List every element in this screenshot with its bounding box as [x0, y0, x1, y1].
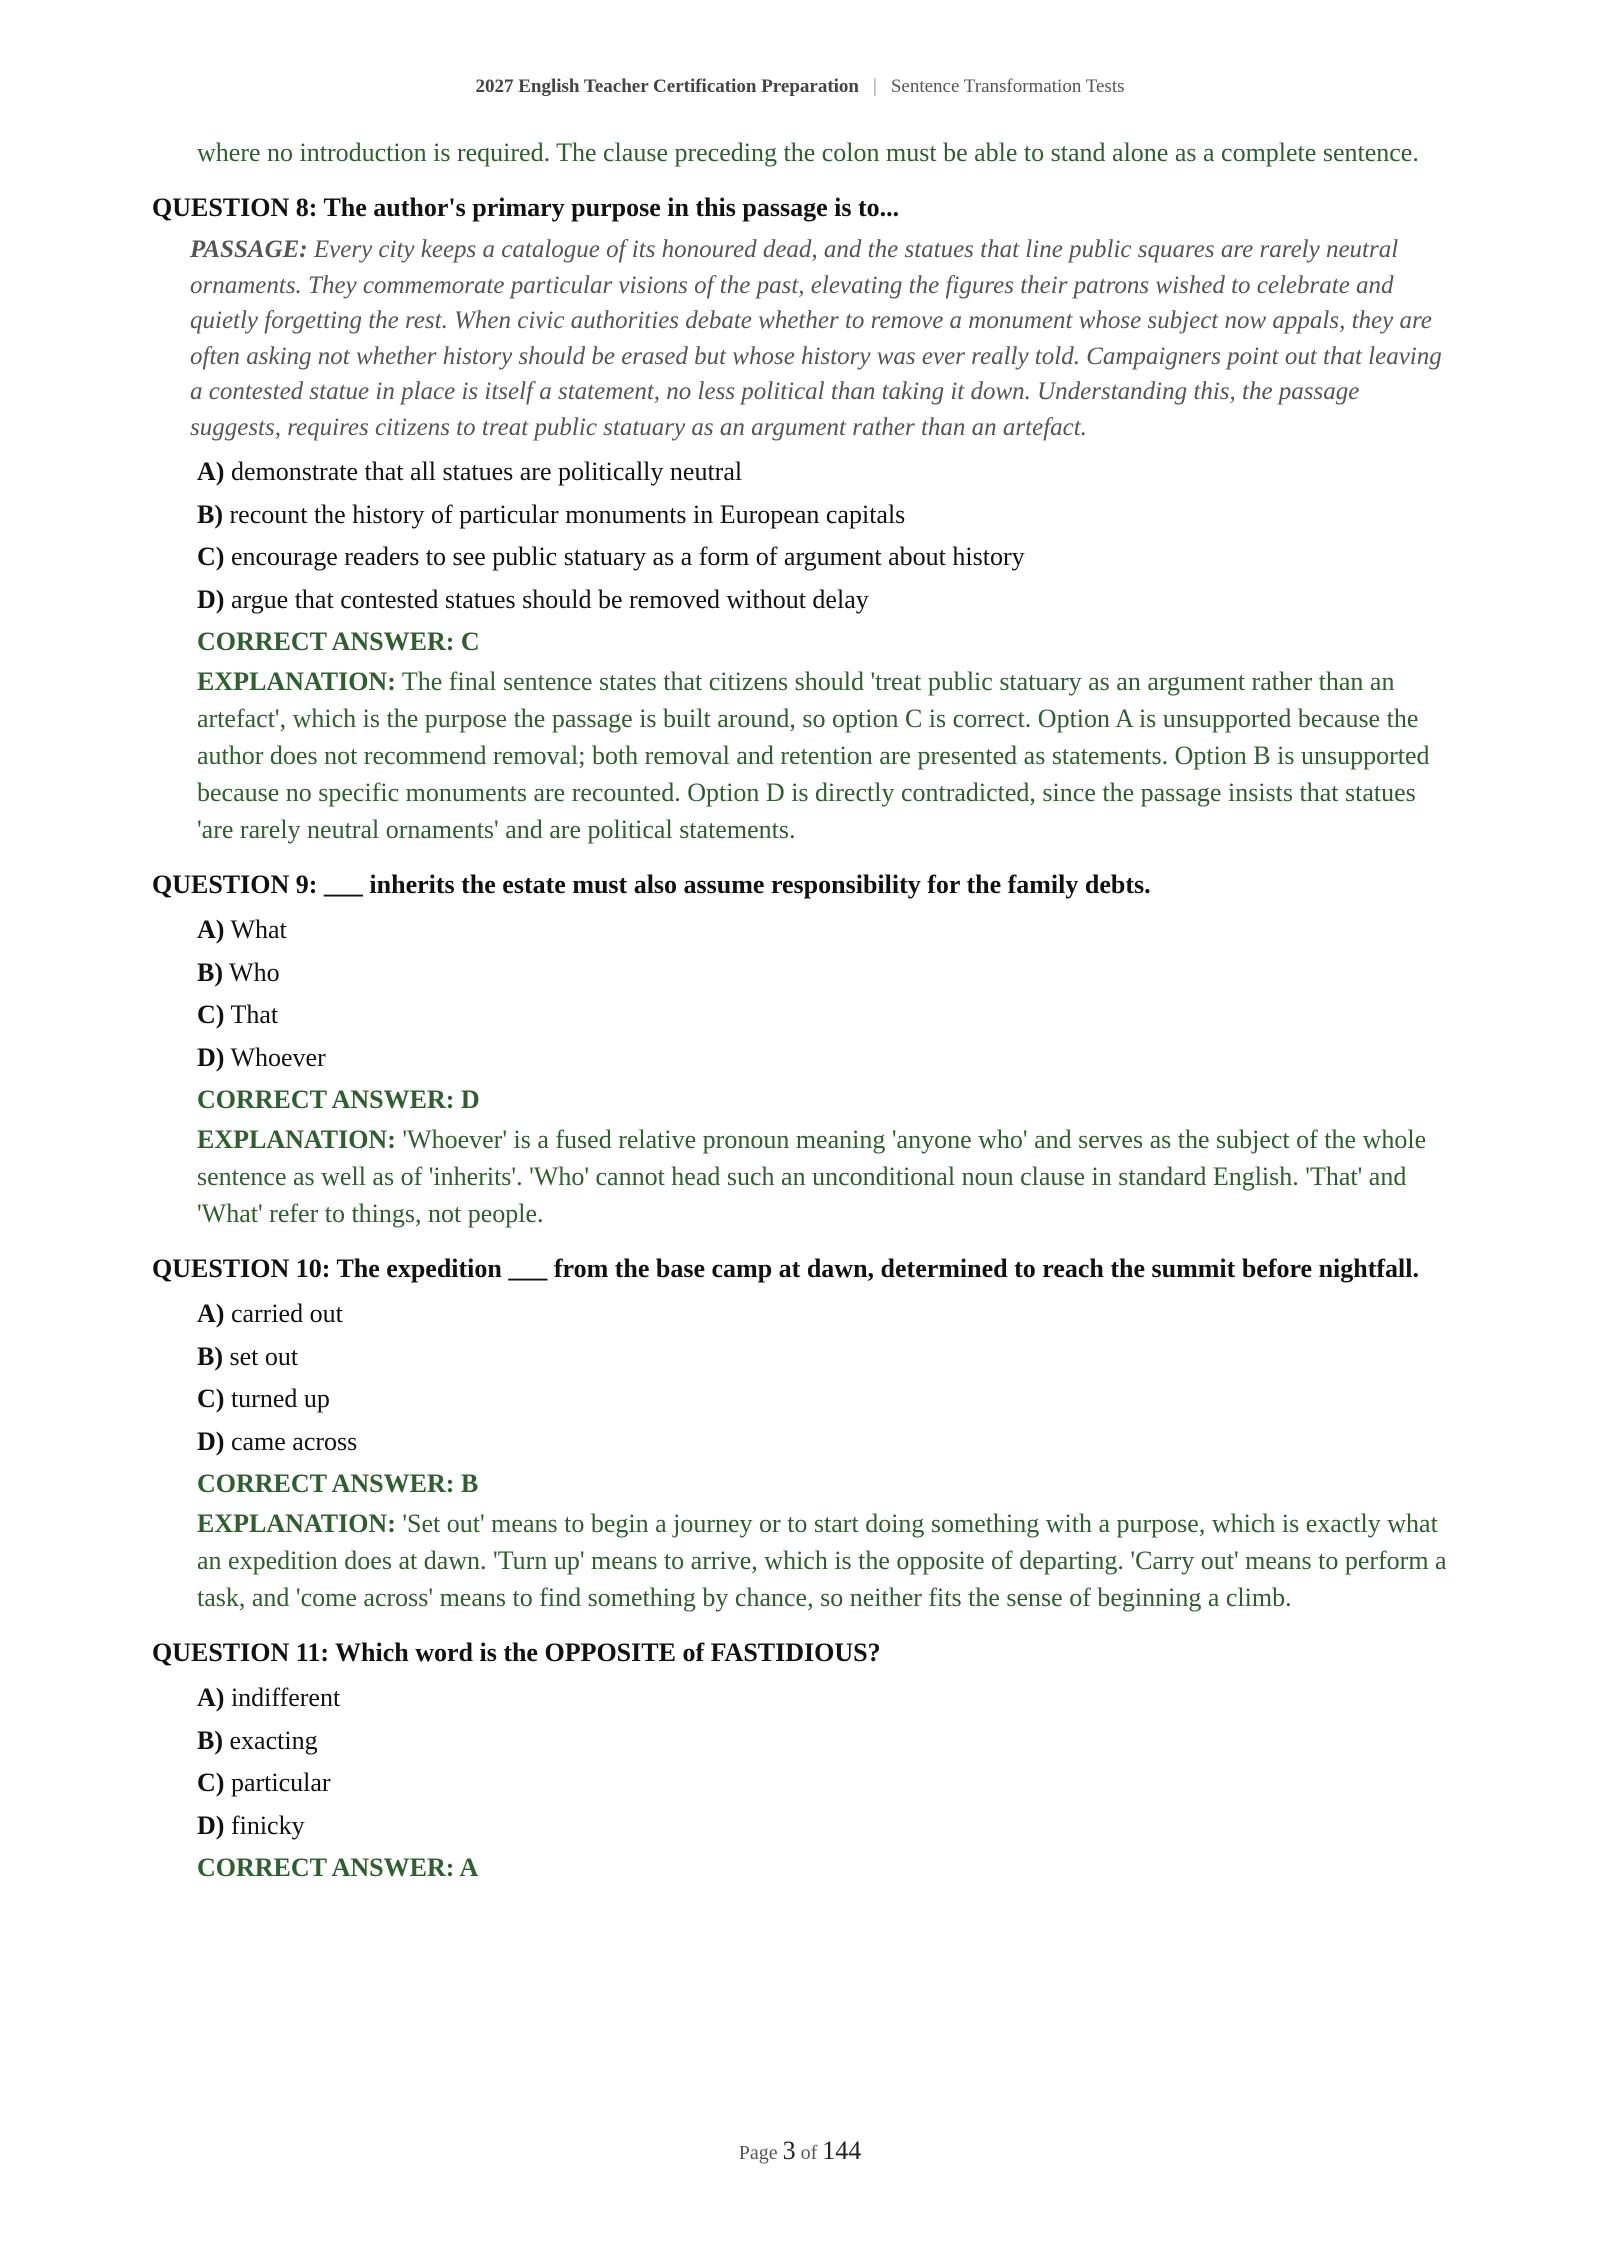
explanation-label: EXPLANATION: [197, 1125, 396, 1154]
option-text: That [224, 1000, 279, 1029]
option-a [197, 1293, 1448, 1336]
option-b [197, 952, 1448, 995]
option-letter: C) [197, 1000, 225, 1029]
option-letter: B) [197, 1725, 223, 1755]
page-label: Page [738, 2142, 783, 2164]
option-c [197, 1762, 1448, 1805]
explanation [197, 1121, 1448, 1232]
option-c [197, 536, 1448, 579]
option-letter: C) [197, 1768, 225, 1797]
option-text: finicky [224, 1810, 305, 1840]
option-d [197, 1421, 1448, 1464]
total-pages-number: 144 [822, 2136, 862, 2165]
question-title: QUESTION 11: Which word is the OPPOSITE of FASTIDIOUS? [152, 1638, 881, 1667]
option-letter: A) [197, 915, 225, 944]
question-11 [152, 1634, 1448, 1889]
option-text: set out [223, 1341, 299, 1371]
correct-answer: CORRECT ANSWER: A [197, 1853, 479, 1882]
question-9 [152, 866, 1448, 1232]
passage-text: Every city keeps a catalogue of its honoured dead, and the statues that line public squares are rarely neutral ornaments. They commemorate particular visions of the past, elevating the figures their patrons wished to celebrate and quietly forgetting the rest. When civic authorities debate whether to remove a monument whose subject now appals, they are often asking not whether history should be erased but whose history was ever really told. Campaigners point out that leaving a contested statue in place is itself a statement, no less political than taking it down. Understanding this, the passage suggests, requires citizens to treat public statuary as an argument rather than an artefact. [190, 236, 1442, 441]
explanation [197, 1505, 1448, 1616]
page-content [152, 134, 1448, 1907]
option-text: recount the history of particular monuments in European capitals [223, 499, 906, 529]
header-title: 2027 English Teacher Certification Preparation [475, 76, 859, 97]
option-b [197, 1720, 1448, 1763]
passage-label: PASSAGE: [190, 236, 308, 263]
option-letter: A) [197, 1683, 225, 1712]
option-letter: B) [197, 1341, 223, 1371]
correct-answer: CORRECT ANSWER: D [197, 1085, 480, 1114]
option-b [197, 1336, 1448, 1379]
answer-options [197, 451, 1448, 621]
option-a [197, 451, 1448, 494]
option-text: encourage readers to see public statuary as a form of argument about history [224, 542, 1025, 571]
option-text: came across [224, 1426, 358, 1456]
option-text: carried out [224, 1299, 343, 1328]
correct-answer: CORRECT ANSWER: B [197, 1469, 479, 1498]
option-letter: B) [197, 957, 223, 987]
answer-options [197, 909, 1448, 1079]
answer-options [197, 1293, 1448, 1463]
page-of-label: of [795, 2142, 823, 2164]
option-text: Who [223, 957, 280, 987]
correct-answer: CORRECT ANSWER: C [197, 627, 480, 656]
explanation-label: EXPLANATION: [197, 667, 396, 696]
explanation-text: 'Set out' means to begin a journey or to start doing something with a purpose, which is exactly what an expedition does at dawn. 'Turn up' means to arrive, which is the opposite of departing. 'Carry out' means to perform a task, and 'come across' means to find something by chance, so neither fits the sense of beginning a climb. [197, 1509, 1447, 1612]
option-letter: D) [197, 584, 225, 614]
option-a [197, 1677, 1448, 1720]
option-text: indifferent [224, 1683, 341, 1712]
explanation-text: 'Whoever' is a fused relative pronoun meaning 'anyone who' and serves as the subject of the whole sentence as well as of 'inherits'. 'Who' cannot head such an unconditional noun clause in standard English. 'That' and 'What' refer to things, not people. [197, 1125, 1427, 1228]
question-10 [152, 1250, 1448, 1616]
explanation [197, 663, 1448, 848]
option-letter: A) [197, 457, 225, 486]
option-text: demonstrate that all statues are politically neutral [224, 457, 743, 486]
current-page-number: 3 [782, 2136, 796, 2165]
option-d [197, 579, 1448, 622]
option-d [197, 1037, 1448, 1080]
running-header [0, 76, 1600, 98]
option-d [197, 1805, 1448, 1848]
option-letter: C) [197, 1384, 225, 1413]
option-text: Whoever [224, 1042, 326, 1072]
header-subtitle: Sentence Transformation Tests [890, 76, 1125, 97]
option-text: argue that contested statues should be removed without delay [224, 584, 869, 614]
answer-options [197, 1677, 1448, 1847]
header-separator: | [873, 76, 877, 97]
page-footer [0, 2136, 1600, 2166]
question-title: QUESTION 9: ___ inherits the estate must also assume responsibility for the family debts. [152, 870, 1151, 899]
option-text: What [224, 915, 287, 944]
question-title: QUESTION 8: The author's primary purpose in this passage is to... [152, 193, 900, 222]
option-text: exacting [223, 1725, 318, 1755]
option-text: turned up [224, 1384, 330, 1413]
option-text: particular [224, 1768, 331, 1797]
option-letter: C) [197, 542, 225, 571]
question-title: QUESTION 10: The expedition ___ from the base camp at dawn, determined to reach the summit before nightfall. [152, 1254, 1419, 1283]
passage [190, 232, 1448, 445]
option-letter: D) [197, 1042, 225, 1072]
option-letter: B) [197, 499, 223, 529]
option-a [197, 909, 1448, 952]
explanation-label: EXPLANATION: [197, 1509, 396, 1538]
continued-explanation: where no introduction is required. The clause preceding the colon must be able to stand alone as a complete sentence. [197, 138, 1419, 167]
question-8 [152, 189, 1448, 848]
option-letter: A) [197, 1299, 225, 1328]
option-c [197, 994, 1448, 1037]
option-b [197, 494, 1448, 537]
explanation-text: The final sentence states that citizens should 'treat public statuary as an argument rather than an artefact', which is the purpose the passage is built around, so option C is correct. Option A is unsupported because the author does not recommend removal; both removal and retention are presented as statements. Option B is unsupported because no specific monuments are recounted. Option D is directly contradicted, since the passage insists that statues 'are rarely neutral ornaments' and are political statements. [197, 667, 1430, 844]
option-letter: D) [197, 1426, 225, 1456]
option-c [197, 1378, 1448, 1421]
option-letter: D) [197, 1810, 225, 1840]
